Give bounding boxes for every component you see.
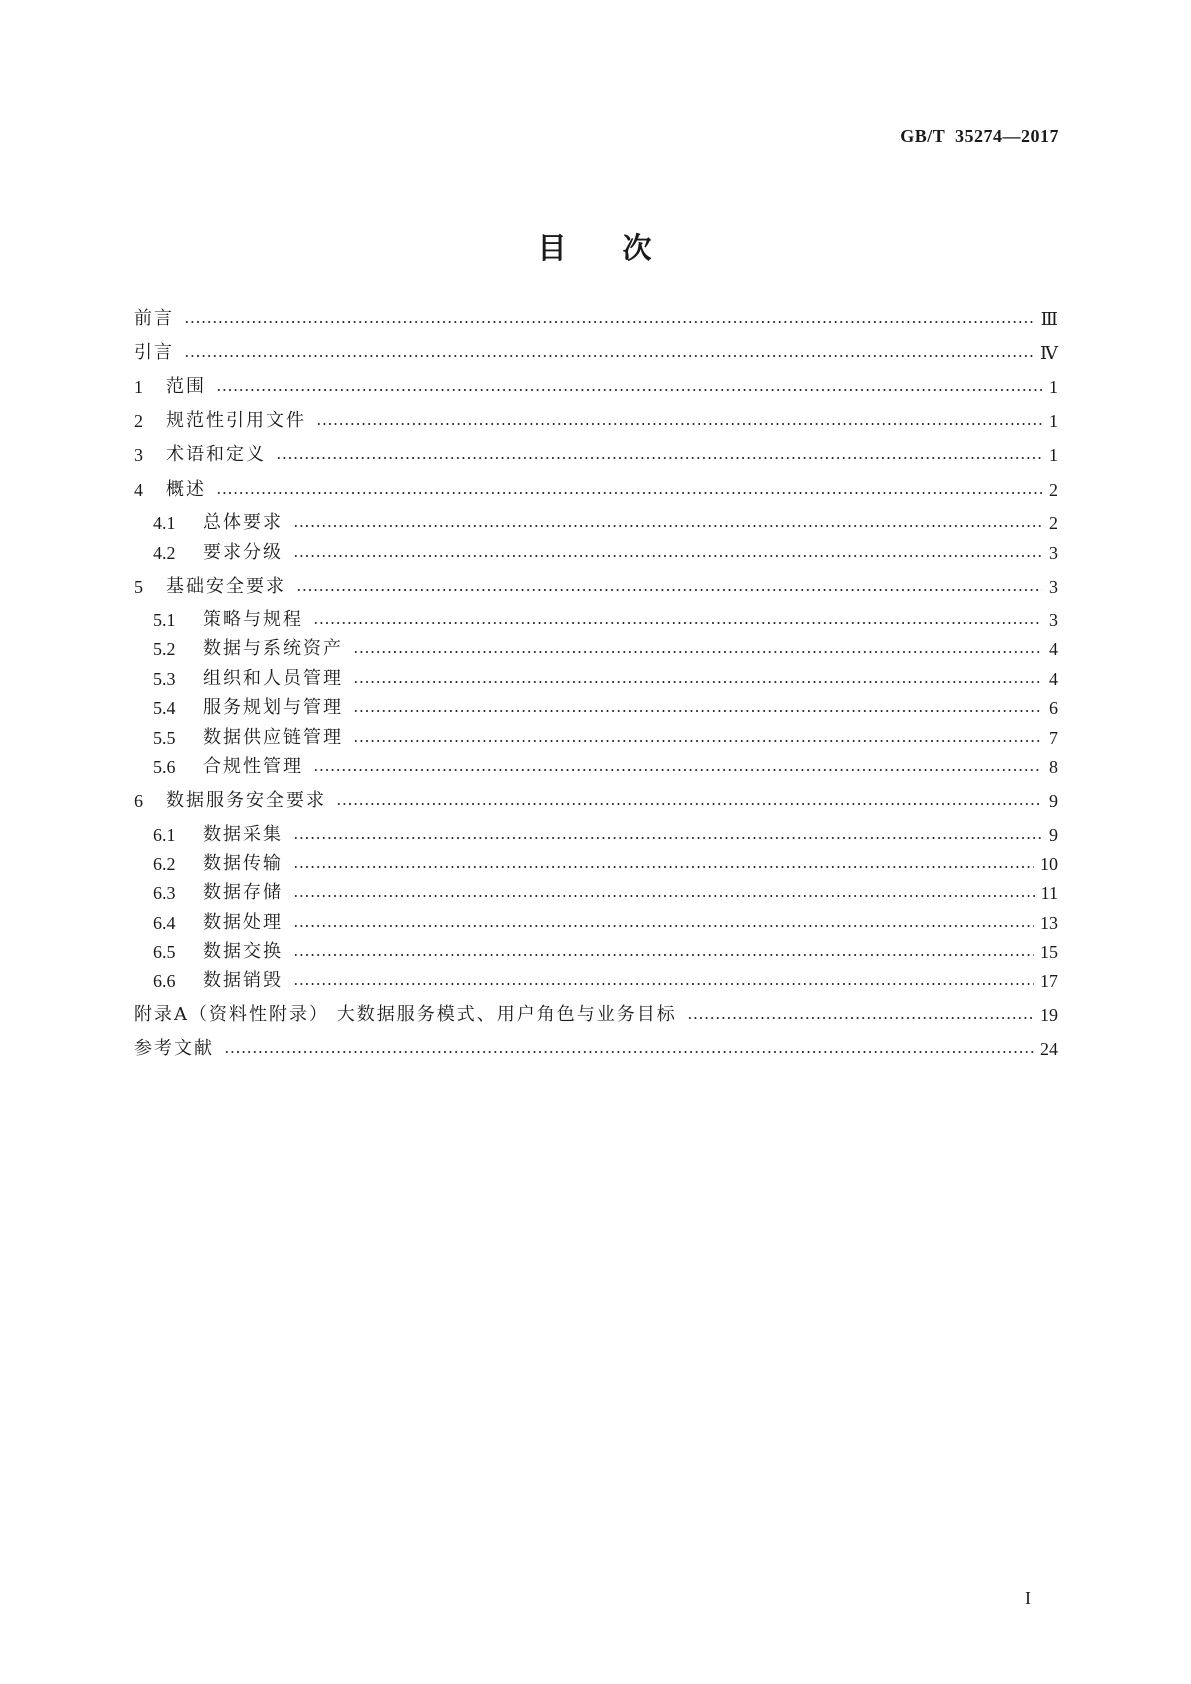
toc-entry-label: 数据处理	[203, 912, 283, 933]
toc-entry-number: 5.5	[153, 728, 176, 748]
toc-entry-label: 组织和人员管理	[203, 668, 343, 689]
toc-leader-dots	[224, 1050, 1034, 1054]
toc-entry-number: 6	[134, 791, 143, 811]
toc-leader-dots	[293, 554, 1042, 558]
page-number: I	[1025, 1588, 1031, 1608]
toc-entry-number: 1	[134, 377, 143, 397]
toc-entry-number: 5.2	[153, 639, 176, 659]
toc-entry-page: 11	[1040, 883, 1058, 903]
toc-entry-page: Ⅳ	[1040, 343, 1058, 363]
toc-leader-dots	[313, 621, 1042, 625]
toc-entry-label: 合规性管理	[203, 756, 303, 777]
toc-entry-page: 8	[1049, 757, 1058, 777]
toc-leader-dots	[353, 709, 1042, 713]
toc-entry-page: 3	[1049, 577, 1058, 597]
toc-leader-dots	[353, 680, 1042, 684]
toc-entry-label: 范围	[166, 376, 206, 397]
toc-entry-label: 术语和定义	[166, 444, 266, 465]
toc-entry[interactable]	[153, 664, 1058, 690]
toc-entry[interactable]	[134, 406, 1058, 432]
toc-entry-label: 总体要求	[203, 512, 283, 533]
toc-entry[interactable]	[134, 786, 1058, 812]
toc-entry[interactable]	[153, 508, 1058, 534]
toc-entry-label: 数据销毁	[203, 970, 283, 991]
toc-entry-page: 13	[1040, 913, 1058, 933]
toc-leader-dots	[316, 422, 1042, 426]
toc-entry-page: Ⅲ	[1040, 309, 1058, 329]
toc-entry-label: 数据采集	[203, 824, 283, 845]
toc-leader-dots	[293, 953, 1034, 957]
toc-entry[interactable]	[134, 572, 1058, 598]
toc-entry[interactable]	[134, 1000, 1058, 1026]
toc-entry-number: 5	[134, 577, 143, 597]
toc-entry[interactable]	[153, 849, 1058, 875]
toc-entry-label: 数据传输	[203, 853, 283, 874]
toc-leader-dots	[216, 491, 1042, 495]
toc-entry-number: 5.4	[153, 698, 176, 718]
toc-entry[interactable]	[134, 475, 1058, 501]
toc-entry-label: 数据供应链管理	[203, 727, 343, 748]
toc-entry-label: 要求分级	[203, 542, 283, 563]
toc-entry-page: 17	[1040, 971, 1058, 991]
toc-entry[interactable]	[153, 723, 1058, 749]
toc-entry-number: 5.1	[153, 610, 176, 630]
toc-entry-label: 前言	[134, 308, 174, 329]
toc-entry[interactable]	[153, 605, 1058, 631]
toc-entry-page: 4	[1049, 639, 1058, 659]
toc-entry-label: 数据存储	[203, 882, 283, 903]
toc-entry-page: 2	[1049, 480, 1058, 500]
toc-entry[interactable]	[134, 440, 1058, 466]
toc-leader-dots	[336, 802, 1042, 806]
toc-leader-dots	[353, 650, 1042, 654]
toc-leader-dots	[276, 456, 1042, 460]
toc-entry-number: 2	[134, 411, 143, 431]
toc-entry-number: 3	[134, 445, 143, 465]
toc-entry-label: 附录A（资料性附录） 大数据服务模式、用户角色与业务目标	[134, 1004, 677, 1025]
toc-entry[interactable]	[134, 372, 1058, 398]
toc-entry-page: 1	[1049, 411, 1058, 431]
toc-entry-label: 参考文献	[134, 1038, 214, 1059]
toc-title-part2: 次	[622, 231, 654, 265]
toc-entry-number: 4.2	[153, 543, 176, 563]
toc-entry-number: 6.6	[153, 971, 176, 991]
toc-entry-page: 24	[1040, 1039, 1058, 1059]
toc-leader-dots	[293, 894, 1035, 898]
toc-entry[interactable]	[153, 538, 1058, 564]
toc-entry-number: 5.6	[153, 757, 176, 777]
toc-entry-page: 15	[1040, 942, 1058, 962]
toc-leader-dots	[184, 320, 1035, 324]
toc-entry-number: 6.2	[153, 854, 176, 874]
toc-leader-dots	[353, 739, 1042, 743]
toc-leader-dots	[296, 588, 1042, 592]
toc-entry-number: 4.1	[153, 513, 176, 533]
toc-leader-dots	[184, 354, 1034, 358]
toc-entry-number: 6.3	[153, 883, 176, 903]
toc-entry-page: 6	[1049, 698, 1058, 718]
toc-leader-dots	[293, 982, 1034, 986]
toc-entry[interactable]	[134, 304, 1058, 330]
toc-entry-label: 数据与系统资产	[203, 638, 343, 659]
toc-entry-label: 引言	[134, 342, 174, 363]
toc-entry-page: 2	[1049, 513, 1058, 533]
toc-entry[interactable]	[134, 338, 1058, 364]
toc-entry[interactable]	[153, 693, 1058, 719]
toc-entry-page: 3	[1049, 610, 1058, 630]
toc-entry[interactable]	[134, 1034, 1058, 1060]
toc-entry-label: 基础安全要求	[166, 576, 286, 597]
toc-entry-page: 19	[1040, 1005, 1058, 1025]
toc-entry-page: 9	[1049, 791, 1058, 811]
toc-entry[interactable]	[153, 820, 1058, 846]
toc-entry[interactable]	[153, 966, 1058, 992]
toc-entry[interactable]	[153, 937, 1058, 963]
toc-entry-label: 服务规划与管理	[203, 697, 343, 718]
toc-entry-label: 规范性引用文件	[166, 410, 306, 431]
toc-entry[interactable]	[153, 752, 1058, 778]
toc-leader-dots	[293, 924, 1034, 928]
toc-entry[interactable]	[153, 908, 1058, 934]
toc-entry-page: 1	[1049, 377, 1058, 397]
toc-entry-page: 10	[1040, 854, 1058, 874]
toc-leader-dots	[293, 836, 1042, 840]
toc-leader-dots	[293, 865, 1034, 869]
toc-entry-label: 数据服务安全要求	[166, 790, 326, 811]
toc-leader-dots	[687, 1016, 1034, 1020]
toc-entry-page: 3	[1049, 543, 1058, 563]
toc-entry-number: 6.4	[153, 913, 176, 933]
toc-entry-number: 5.3	[153, 669, 176, 689]
toc-entry-page: 7	[1049, 728, 1058, 748]
toc-entry[interactable]	[153, 878, 1058, 904]
toc-leader-dots	[216, 388, 1042, 392]
toc-entry-label: 概述	[166, 479, 206, 500]
toc-entry-number: 6.1	[153, 825, 176, 845]
toc-entry-number: 4	[134, 480, 143, 500]
toc-leader-dots	[293, 524, 1042, 528]
toc-entry-page: 4	[1049, 669, 1058, 689]
toc-entry-label: 数据交换	[203, 941, 283, 962]
toc-entry-page: 1	[1049, 445, 1058, 465]
toc-title-part1: 目	[537, 231, 569, 265]
toc-entry[interactable]	[153, 634, 1058, 660]
standard-code: GB/T 35274—2017	[900, 126, 1059, 146]
toc-entry-page: 9	[1049, 825, 1058, 845]
toc-entry-label: 策略与规程	[203, 609, 303, 630]
toc-entry-number: 6.5	[153, 942, 176, 962]
toc-leader-dots	[313, 768, 1042, 772]
